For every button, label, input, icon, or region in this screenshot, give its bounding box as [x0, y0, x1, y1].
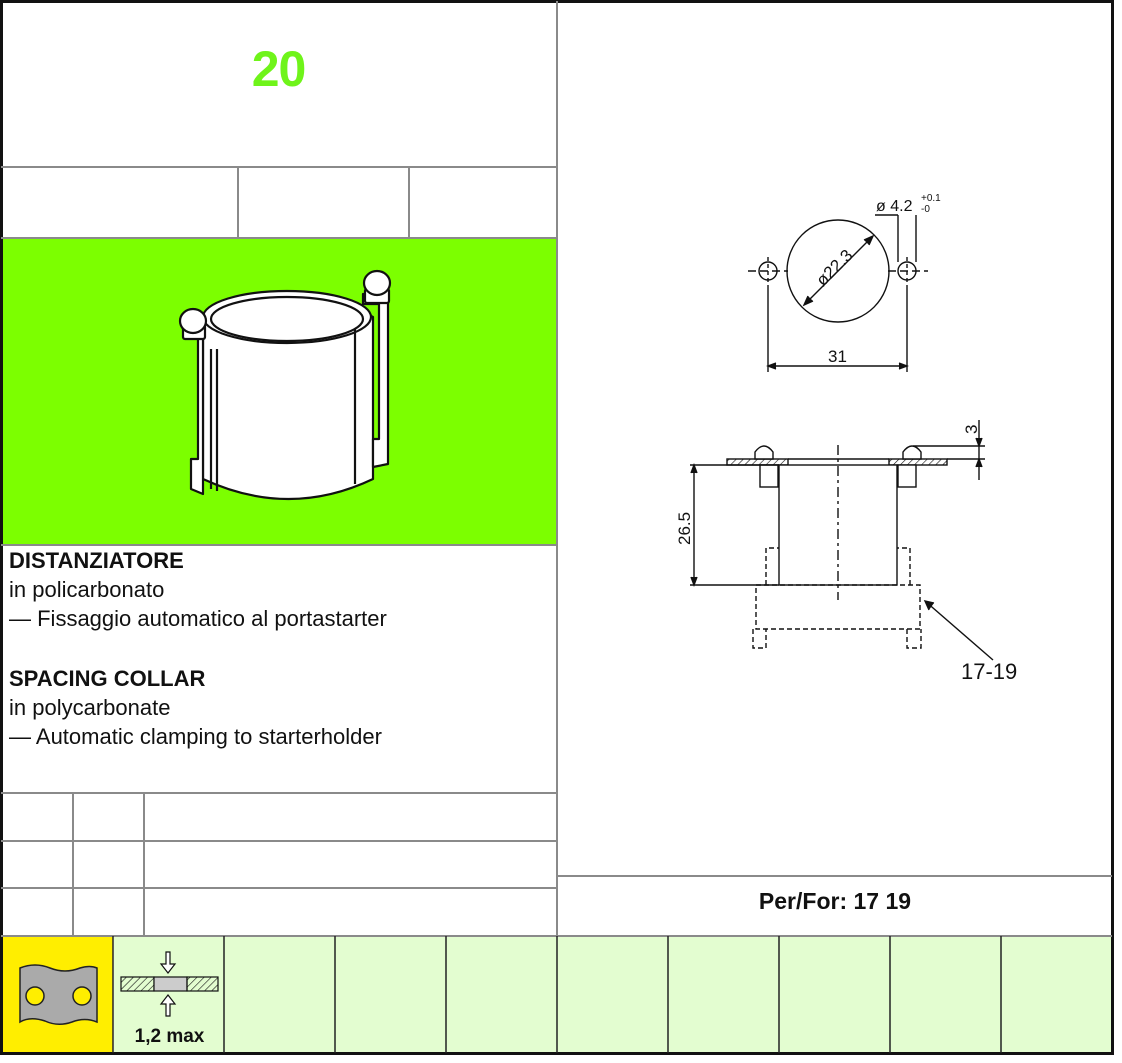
- fixing-icon: [20, 965, 97, 1024]
- title-italian: DISTANZIATORE: [9, 548, 184, 573]
- panel-thickness-label: 1,2 max: [134, 1026, 205, 1047]
- hole-dia-label: ø 4.2: [876, 198, 913, 215]
- feature-english: — Automatic clamping to starterholder: [9, 724, 382, 749]
- product-code: 20: [251, 41, 306, 97]
- hole-tol-plus: +0.1: [921, 193, 941, 204]
- reference-label: 17-19: [961, 659, 1018, 684]
- circle-dia-label: ø22.3: [812, 245, 857, 290]
- material-italian: in policarbonato: [9, 577, 165, 602]
- material-english: in polycarbonate: [9, 695, 171, 720]
- flange-height-label: 3: [962, 424, 981, 434]
- hole-tol-minus: -0: [921, 204, 930, 215]
- feature-italian: — Fissaggio automatico al portastarter: [9, 606, 387, 631]
- title-english: SPACING COLLAR: [9, 666, 206, 691]
- body-height-label: 26.5: [675, 511, 694, 545]
- hole-spacing-label: 31: [828, 347, 847, 366]
- per-for-label: Per/For: 17 19: [758, 888, 912, 914]
- thickness-icon: [121, 952, 218, 1016]
- side-view-drawing: [690, 420, 993, 660]
